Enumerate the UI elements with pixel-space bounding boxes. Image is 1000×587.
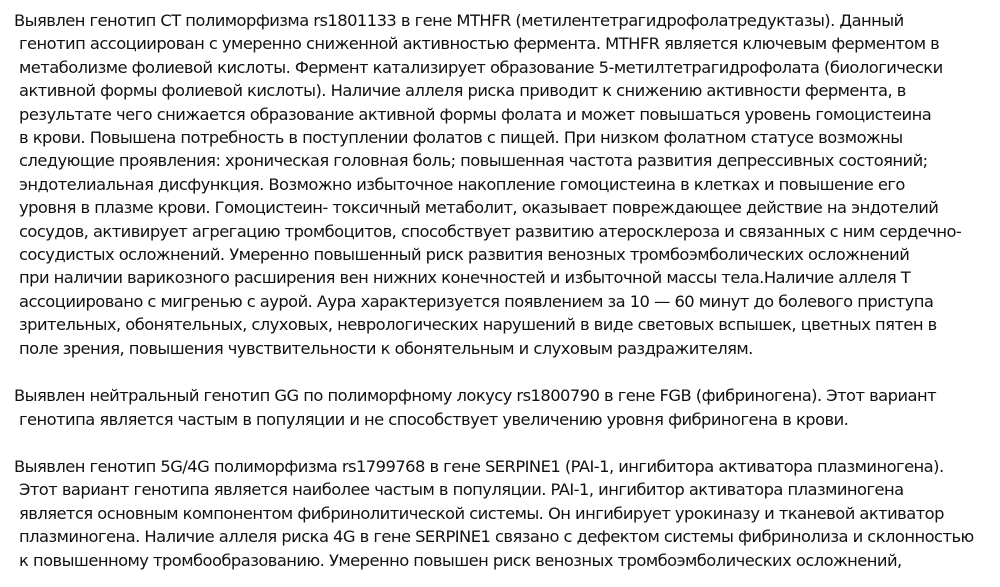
text-line: Выявлен генотип 5G/4G полиморфизма rs1799768 в гене SERPINE1 (PAI-1, ингибитора активатора плазминогена).: [14, 456, 944, 476]
text-line: Выявлен генотип СТ полиморфизма rs1801133 в гене MTHFR (метилентетрагидрофолатредуктазы). Данный: [14, 11, 904, 30]
text-line: генотипа является частым в популяции и не способствует увеличению уровня фибриногена в крови.: [19, 409, 849, 429]
paragraph-serpine1: [0, 455, 1000, 572]
text-line: следующие проявления: хроническая головная боль; повышенная частота развития депрессивных состояний;: [19, 151, 928, 171]
text-line: в крови. Повышена потребность в поступлении фолатов с пищей. При низком фолатном статусе возможны: [19, 128, 903, 148]
text-line: при наличии варикозного расширения вен нижних конечностей и избыточной массы тела.Наличие аллеля Т: [19, 268, 911, 288]
text-line: сосудистых осложнений. Умеренно повышенный риск развития венозных тромбоэмболических осложнений: [19, 245, 910, 265]
text-line: Выявлен нейтральный генотип GG по полиморфному локусу rs1800790 в гене FGB (фибриногена). Этот вариант: [14, 386, 937, 406]
text-line: Этот вариант генотипа является наиболее частым в популяции. PAI-1, ингибитор активатора плазминогена: [19, 480, 904, 500]
text-line: эндотелиальная дисфункция. Возможно избыточное накопление гомоцистеина в клетках и повышение его: [19, 174, 905, 194]
text-line: ассоциировано с мигренью с аурой. Аура характеризуется появлением за 10 — 60 минут до болевого приступа: [19, 291, 934, 311]
text-line: генотип ассоциирован с умеренно сниженной активностью фермента. MTHFR является ключевым ферментом в: [19, 34, 940, 54]
paragraph-fgb: [0, 384, 1000, 431]
text-line: является основным компонентом фибринолитической системы. Он ингибирует урокиназу и тканевой активатор: [19, 503, 944, 523]
text-line: активной формы фолиевой кислоты). Наличие аллеля риска приводит к снижению активности фермента, в: [19, 81, 906, 101]
text-line: зрительных, обонятельных, слуховых, неврологических нарушений в виде световых вспышек, цветных пятен в: [19, 315, 937, 335]
paragraph-mthfr: [0, 9, 1000, 360]
text-line: метаболизме фолиевой кислоты. Фермент катализирует образование 5-метилтетрагидрофолата (биологически: [19, 57, 943, 77]
text-line: поле зрения, повышения чувствительности к обонятельным и слуховым раздражителям.: [19, 338, 753, 358]
text-line: к повышенному тромбообразованию. Умеренно повышен риск венозных тромбоэмболических осложнений,: [19, 550, 902, 570]
text-line: уровня в плазме крови. Гомоцистеин- токсичный метаболит, оказывает повреждающее действие на эндотелий: [19, 198, 939, 218]
text-line: сосудов, активирует агрегацию тромбоцитов, способствует развитию атеросклероза и связанных с ним сердечно-: [19, 221, 962, 241]
text-line: результате чего снижается образование активной формы фолата и может повышаться уровень гомоцистеина: [19, 104, 932, 124]
text-line: плазминогена. Наличие аллеля риска 4G в гене SERPINE1 связано с дефектом системы фибринолиза и склонностью: [19, 527, 974, 547]
